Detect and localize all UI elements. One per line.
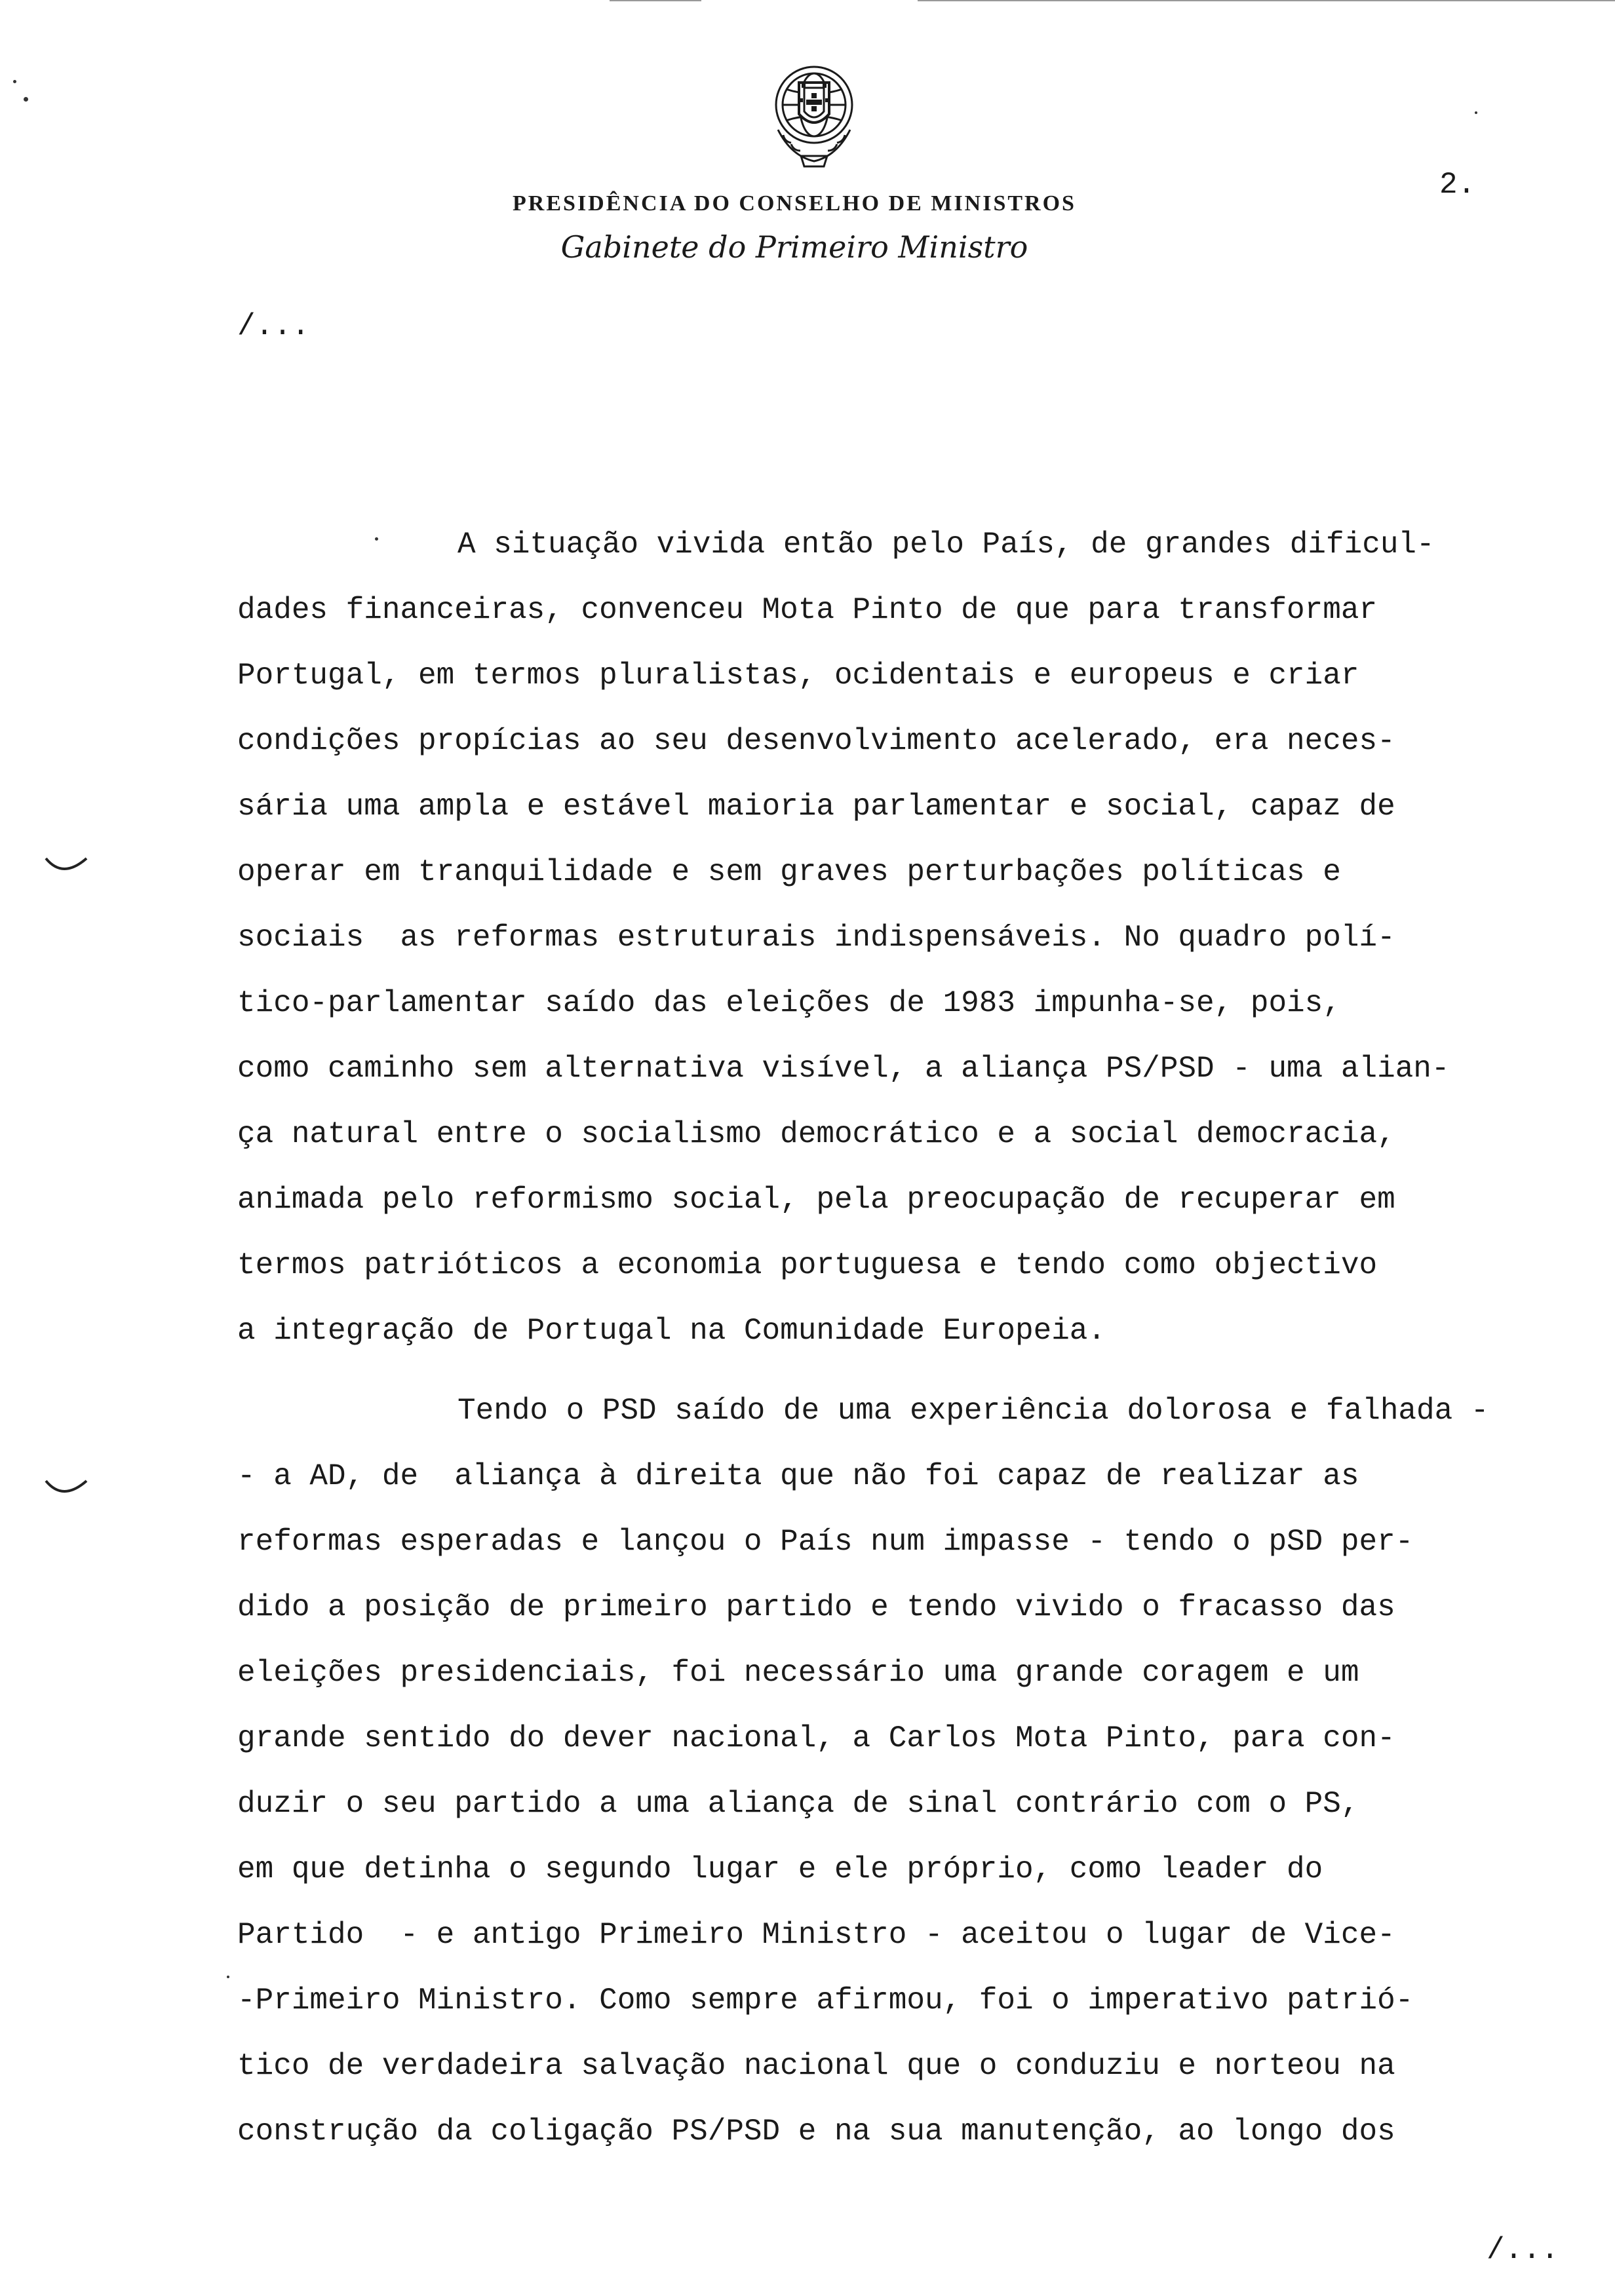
scan-speck bbox=[24, 97, 28, 102]
body-line: dades financeiras, convenceu Mota Pinto de que para transformar bbox=[237, 593, 1378, 627]
continuation-mark-bottom: /... bbox=[1487, 2233, 1559, 2267]
body-line: eleições presidenciais, foi necessário uma grande coragem e um bbox=[237, 1656, 1359, 1690]
organization-title bbox=[0, 191, 1615, 216]
scan-speck bbox=[375, 537, 378, 541]
scan-edge-line bbox=[918, 0, 1615, 1]
organization-title-text: PRESIDÊNCIA DO CONSELHO DE MINISTROS bbox=[513, 191, 1076, 216]
coat-of-arms-icon bbox=[765, 58, 863, 172]
office-subtitle bbox=[0, 229, 1615, 265]
page-number: 2. bbox=[1439, 168, 1476, 202]
body-line: operar em tranquilidade e sem graves perturbações políticas e bbox=[237, 855, 1341, 889]
scan-speck bbox=[1475, 111, 1477, 114]
body-line: -Primeiro Ministro. Como sempre afirmou, foi o imperativo patrió- bbox=[237, 1983, 1414, 2018]
body-line: Portugal, em termos pluralistas, ocidentais e europeus e criar bbox=[237, 659, 1359, 693]
body-line: em que detinha o segundo lugar e ele próprio, como leader do bbox=[237, 1852, 1323, 1886]
body-line: sária uma ampla e estável maioria parlamentar e social, capaz de bbox=[237, 790, 1395, 824]
body-line: sociais as reformas estruturais indispensáveis. No quadro polí- bbox=[237, 921, 1395, 955]
body-line: Partido - e antigo Primeiro Ministro - aceitou o lugar de Vice- bbox=[237, 1918, 1395, 1952]
margin-tick-icon bbox=[43, 853, 89, 879]
body-line: Tendo o PSD saído de uma experiência dolorosa e falhada - bbox=[457, 1394, 1489, 1428]
body-line: construção da coligação PS/PSD e na sua manutenção, ao longo dos bbox=[237, 2114, 1395, 2149]
body-line: reformas esperadas e lançou o País num impasse - tendo o pSD per- bbox=[237, 1525, 1414, 1559]
scan-speck bbox=[227, 1976, 229, 1978]
scan-speck bbox=[13, 80, 16, 83]
continuation-mark-top: /... bbox=[237, 309, 310, 343]
body-line: duzir o seu partido a uma aliança de sinal contrário com o PS, bbox=[237, 1787, 1359, 1821]
body-line: a integração de Portugal na Comunidade Europeia. bbox=[237, 1314, 1106, 1348]
body-line: grande sentido do dever nacional, a Carlos Mota Pinto, para con- bbox=[237, 1721, 1395, 1755]
scan-edge-line bbox=[610, 0, 701, 1]
office-subtitle-text: Gabinete do Primeiro Ministro bbox=[560, 229, 1028, 265]
body-line: termos patrióticos a economia portuguesa e tendo como objectivo bbox=[237, 1248, 1378, 1282]
body-line: animada pelo reformismo social, pela preocupação de recuperar em bbox=[237, 1183, 1395, 1217]
body-line: ça natural entre o socialismo democrático e a social democracia, bbox=[237, 1117, 1395, 1151]
body-line: dido a posição de primeiro partido e tendo vivido o fracasso das bbox=[237, 1590, 1395, 1624]
margin-tick-icon bbox=[43, 1476, 89, 1502]
body-line: condições propícias ao seu desenvolvimento acelerado, era neces- bbox=[237, 724, 1395, 758]
body-line: - a AD, de aliança à direita que não foi capaz de realizar as bbox=[237, 1459, 1359, 1493]
body-line: como caminho sem alternativa visível, a aliança PS/PSD - uma alian- bbox=[237, 1052, 1450, 1086]
body-line: A situação vivida então pelo País, de grandes dificul- bbox=[457, 527, 1435, 562]
body-line: tico de verdadeira salvação nacional que o conduziu e norteou na bbox=[237, 2049, 1395, 2083]
body-line: tico-parlamentar saído das eleições de 1983 impunha-se, pois, bbox=[237, 986, 1341, 1020]
